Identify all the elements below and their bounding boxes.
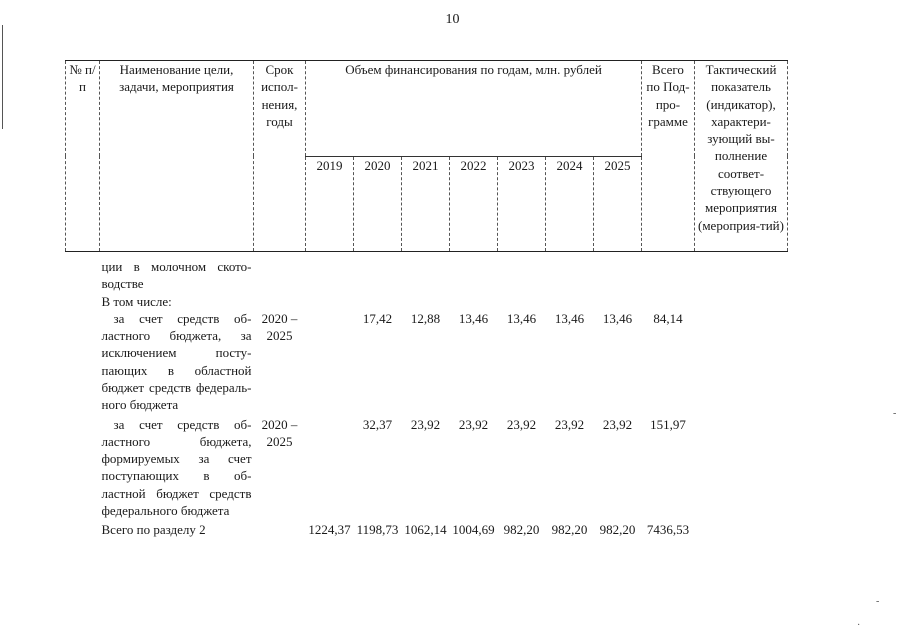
header-total: Всего по Под-про-грамме [642, 61, 695, 252]
scan-mark: - [893, 408, 897, 419]
page-number: 10 [445, 12, 460, 27]
header-number: № п/п [66, 61, 100, 252]
row-value: 17,42 [362, 310, 393, 326]
row-name: за счет средств об-ластного бюджета, за исключением посту-пающих в областной бюджет средств федераль-ного бюджета [101, 310, 252, 413]
header-funding-group: Объем финансирования по годам, млн. рублей [306, 61, 642, 157]
continuation-text: ции в молочном ското-водстве [101, 259, 252, 292]
section-total-sum: 7436,53 [646, 522, 690, 538]
row-value: 23,92 [506, 416, 537, 432]
financing-table [65, 60, 788, 539]
row-value: 13,46 [554, 310, 585, 326]
table-row [66, 310, 788, 414]
scan-mark: · [857, 620, 861, 631]
section-total-value: 1062,14 [404, 522, 447, 538]
row-value: 23,92 [410, 416, 441, 432]
row-value: 13,46 [458, 310, 489, 326]
header-indicator: Тактический показатель (индикатор), характери-зующий вы-полнение соответ-ствующего мероприятия (мероприя-тий) [695, 61, 788, 252]
row-total: 151,97 [650, 416, 686, 432]
header-year: 2022 [450, 156, 498, 252]
header-term: Срок испол-нения, годы [254, 61, 306, 252]
table-row [66, 414, 788, 520]
section-total-row [66, 519, 788, 538]
header-year: 2024 [546, 156, 594, 252]
scan-mark: - [876, 596, 880, 607]
row-name: за счет средств об-ластного бюджета, формируемых за счет поступающих в об-ластной бюджет средств федерального бюджета [101, 416, 252, 518]
section-total-value: 982,20 [599, 522, 636, 538]
including-label: В том числе: [101, 293, 172, 309]
row-total: 84,14 [653, 310, 683, 326]
row-value: 13,46 [602, 310, 633, 326]
row-value: 23,92 [554, 416, 585, 432]
section-total-label: Всего по разделу 2 [101, 522, 206, 538]
row-term: 2020 – 2025 [261, 310, 298, 344]
header-year: 2023 [498, 156, 546, 252]
row-value [306, 310, 354, 414]
row-value: 23,92 [602, 416, 633, 432]
section-total-value: 982,20 [503, 522, 540, 538]
header-year: 2020 [354, 156, 402, 252]
section-total-value: 1004,69 [452, 522, 495, 538]
row-value: 32,37 [362, 416, 393, 432]
header-year: 2021 [402, 156, 450, 252]
header-year: 2019 [306, 156, 354, 252]
row-value: 23,92 [458, 416, 489, 432]
header-year: 2025 [594, 156, 642, 252]
row-value: 13,46 [506, 310, 537, 326]
row-term: 2020 – 2025 [261, 416, 298, 449]
header-name: Наименование цели, задачи, мероприятия [100, 61, 254, 252]
row-value [306, 414, 354, 520]
section-total-value: 982,20 [551, 522, 588, 538]
section-total-value: 1224,37 [308, 522, 351, 538]
row-value: 12,88 [410, 310, 441, 326]
section-total-value: 1198,73 [356, 522, 399, 538]
margin-line [2, 25, 3, 129]
